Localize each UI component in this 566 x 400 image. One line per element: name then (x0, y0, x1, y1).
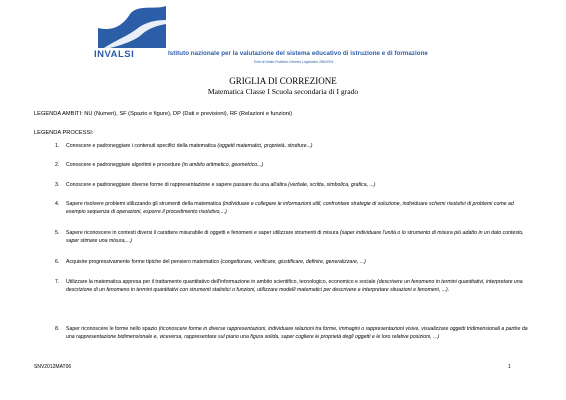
processo-number: 2. (55, 162, 60, 168)
footer-page-number: 1 (508, 364, 511, 370)
institute-name: Istituto nazionale per la valutazione del sistema educativo di istruzione e di formazione (168, 50, 428, 57)
processo-text: Saper riconoscere le forme nello spazio (66, 326, 159, 332)
processo-number: 5. (55, 230, 60, 236)
legenda-ambiti: LEGENDA AMBITI: NU (Numeri), SF (Spazio e figure), DP (Dati e previsioni), RF (Relazioni e funzioni) (34, 111, 293, 117)
processo-examples: (congetturare, verificare, giustificare, definire, generalizzare, ...) (220, 259, 366, 265)
processo-examples: (individuare e collegare le informazioni utili, confrontare strategie di soluzione, individuare schemi risolutivi di problemi come ad esempio sequenza di operazioni, esporre il procedimento risolutivo,...) (66, 201, 514, 216)
processo-number: 6. (55, 259, 60, 265)
processo-examples: (riconoscere forme in diverse rappresentazioni, individuare relazioni tra forme, immagini o rappresentazioni visive, visualizzare oggetti tridimensionali a partire da una rappresentazione bidimensionale e, viceversa, rappresentare sul piano una figura solida, saper cogliere le proprietà degli oggetti e le loro relative posizioni, ...) (66, 326, 528, 341)
processo-text: Conoscere e padroneggiare i contenuti specifici della matematica (66, 143, 218, 149)
processo-number: 3. (55, 182, 60, 188)
processo-number: 1. (55, 143, 60, 149)
processo-examples: (descrivere un fenomeno in termini quantitativi, interpretare una descrizione di un fenomeno in termini quantitativi con strumenti statistici o funzioni, utilizzare modelli matematici per descrivere e interpretare situazioni e fenomeni, ...). (66, 279, 523, 294)
processo-text: Conoscere e padroneggiare algoritmi e procedure (66, 162, 182, 168)
invalsi-logo-mark-icon (94, 6, 166, 48)
processo-examples: (oggetti matematici, proprietà, strutture...) (217, 143, 313, 149)
processo-text: Sapere riconoscere in contesti diversi il carattere misurabile di oggetti e fenomeni e saper utilizzare strumenti di misura (66, 230, 340, 236)
processo-6 (55, 258, 528, 266)
processo-8 (55, 325, 528, 342)
legenda-processi-label: LEGENDA PROCESSI: (34, 130, 94, 136)
processo-text: Utilizzare la matematica appresa per il trattamento quantitativo dell'informazione in ambito scientifico, tecnologico, economico e sociale (66, 279, 377, 285)
processo-text: Conoscere e padroneggiare diverse forme di rappresentazione e sapere passare da una all'altra (66, 182, 289, 188)
document-subtitle: Matematica Classe I Scuola secondaria di I grado (207, 87, 359, 96)
document-title: GRIGLIA DI CORREZIONE (229, 76, 337, 86)
processo-4 (55, 200, 528, 217)
footer-document-code: SNV2012MAT06 (34, 364, 72, 370)
logo-wordmark: INVALSI (94, 49, 135, 60)
processo-7 (55, 278, 528, 295)
processo-examples: (saper individuare l'unità o lo strumento di misura più adatto in un dato contesto, saper stimare una misura,...) (66, 230, 524, 245)
processo-text: Acquisire progressivamente forme tipiche del pensiero matematico (66, 259, 221, 265)
processo-2 (55, 161, 528, 169)
processo-number: 7. (55, 279, 60, 285)
processo-examples: (in ambito aritmetico, geometrico...) (181, 162, 264, 168)
processo-examples: (verbale, scritta, simbolica, grafica, ...) (288, 182, 376, 188)
processo-number: 4. (55, 201, 60, 207)
processo-3 (55, 181, 528, 189)
processo-number: 8. (55, 326, 60, 332)
processo-text: Sapere risolvere problemi utilizzando gli strumenti della matematica (66, 201, 223, 207)
invalsi-logo (94, 6, 514, 66)
processo-1 (55, 142, 528, 150)
processo-5 (55, 229, 528, 246)
institute-subtitle: Ente di Diritto Pubblico Decreto Legislativo 286/2004 (254, 60, 334, 64)
